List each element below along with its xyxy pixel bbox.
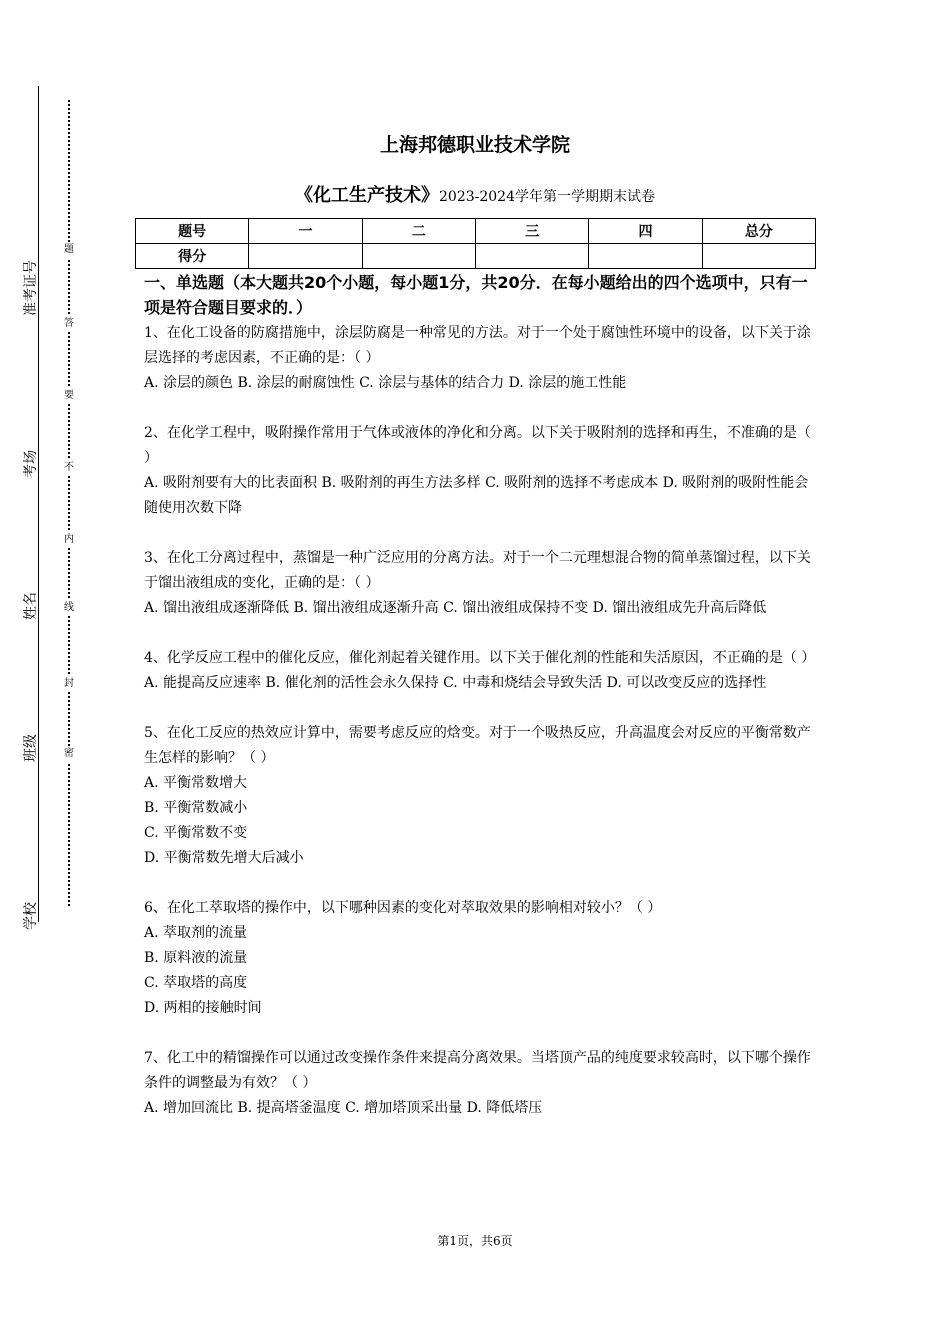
page-number: 第1页，共6页	[437, 1234, 513, 1248]
option-d: D. 两相的接触时间	[144, 1000, 262, 1016]
question-4	[144, 646, 816, 696]
exam-id-label: 准考证号	[23, 260, 39, 316]
seal-char: 封	[62, 676, 76, 692]
exam-content	[144, 270, 816, 1146]
score-table-cell	[702, 244, 815, 269]
question-3	[144, 546, 816, 621]
binding-margin-line	[38, 86, 39, 922]
score-table-cell: 三	[475, 219, 588, 244]
score-table-cell	[362, 244, 475, 269]
exam-subtitle	[0, 181, 950, 207]
seal-char: 不	[62, 460, 76, 476]
question-stem: 3、在化工分离过程中，蒸馏是一种广泛应用的分离方法。对于一个二元理想混合物的简单蒸馏过程，以下关于馏出液组成的变化，正确的是：（ ）	[144, 550, 811, 591]
course-name: 《化工生产技术》	[295, 185, 439, 206]
school-title: 上海邦德职业技术学院	[379, 134, 570, 156]
option-c: C. 萃取塔的高度	[144, 975, 248, 991]
score-table-score-row	[136, 244, 816, 269]
school-label: 学校	[23, 902, 39, 930]
question-options: A. 增加回流比 B. 提高塔釜温度 C. 增加塔顶采出量 D. 降低塔压	[144, 1100, 543, 1116]
seal-char: 线	[62, 600, 76, 616]
question-options: A. 涂层的颜色 B. 涂层的耐腐蚀性 C. 涂层与基体的结合力 D. 涂层的施工性能	[144, 375, 627, 391]
option-b: B. 原料液的流量	[144, 950, 248, 966]
question-stem: 5、在化工反应的热效应计算中，需要考虑反应的焓变。对于一个吸热反应，升高温度会对反应的平衡常数产生怎样的影响？（ ）	[144, 725, 811, 766]
exam-term: 2023-2024学年第一学期期末试卷	[439, 189, 655, 205]
question-stem: 2、在化学工程中，吸附操作常用于气体或液体的净化和分离。以下关于吸附剂的选择和再生，不准确的是（ ）	[144, 425, 811, 466]
seal-char: 内	[62, 532, 76, 548]
option-a: A. 平衡常数增大	[144, 775, 248, 791]
score-table-header-row	[136, 219, 816, 244]
exam-room-label: 考场	[23, 450, 39, 478]
section-heading: 一、单选题（本大题共20个小题，每小题1分，共20分．在每小题给出的四个选项中，只有一项是符合题目要求的．）	[144, 273, 808, 317]
question-options: A. 吸附剂要有大的比表面积 B. 吸附剂的再生方法多样 C. 吸附剂的选择不考虑成本 D. 吸附剂的吸附性能会随使用次数下降	[144, 475, 809, 516]
score-table	[135, 218, 816, 269]
question-stem: 1、在化工设备的防腐措施中，涂层防腐是一种常见的方法。对于一个处于腐蚀性环境中的设备，以下关于涂层选择的考虑因素，不正确的是：（ ）	[144, 325, 811, 366]
option-b: B. 平衡常数减小	[144, 800, 248, 816]
score-table-cell	[475, 244, 588, 269]
score-table-cell: 四	[589, 219, 702, 244]
class-label: 班级	[23, 734, 39, 762]
option-a: A. 萃取剂的流量	[144, 925, 248, 941]
seal-char: 题	[62, 242, 76, 258]
score-table-cell: 得分	[136, 244, 249, 269]
question-5	[144, 721, 816, 871]
score-table-cell: 总分	[702, 219, 815, 244]
question-stem: 4、化学反应工程中的催化反应，催化剂起着关键作用。以下关于催化剂的性能和失活原因，不正确的是（ ）	[144, 650, 816, 666]
question-1	[144, 321, 816, 396]
score-table-cell	[249, 244, 362, 269]
score-table-cell: 二	[362, 219, 475, 244]
score-table-cell	[589, 244, 702, 269]
question-stem: 7、化工中的精馏操作可以通过改变操作条件来提高分离效果。当塔顶产品的纯度要求较高时，以下哪个操作条件的调整最为有效？（ ）	[144, 1050, 811, 1091]
question-options: A. 能提高反应速率 B. 催化剂的活性会永久保持 C. 中毒和烧结会导致失活 D. 可以改变反应的选择性	[144, 675, 767, 691]
option-c: C. 平衡常数不变	[144, 825, 248, 841]
score-table-cell: 一	[249, 219, 362, 244]
seal-dotted-line	[68, 100, 70, 906]
option-d: D. 平衡常数先增大后减小	[144, 850, 304, 866]
seal-char: 密	[62, 746, 76, 762]
score-table-cell: 题号	[136, 219, 249, 244]
question-7	[144, 1046, 816, 1121]
question-stem: 6、在化工萃取塔的操作中，以下哪种因素的变化对萃取效果的影响相对较小？（ ）	[144, 900, 662, 916]
seal-char: 要	[62, 388, 76, 404]
question-options: A. 馏出液组成逐渐降低 B. 馏出液组成逐渐升高 C. 馏出液组成保持不变 D. 馏出液组成先升高后降低	[144, 600, 767, 616]
question-6	[144, 896, 816, 1021]
name-label: 姓名	[23, 592, 39, 620]
question-2	[144, 421, 816, 521]
seal-char: 答	[62, 316, 76, 332]
